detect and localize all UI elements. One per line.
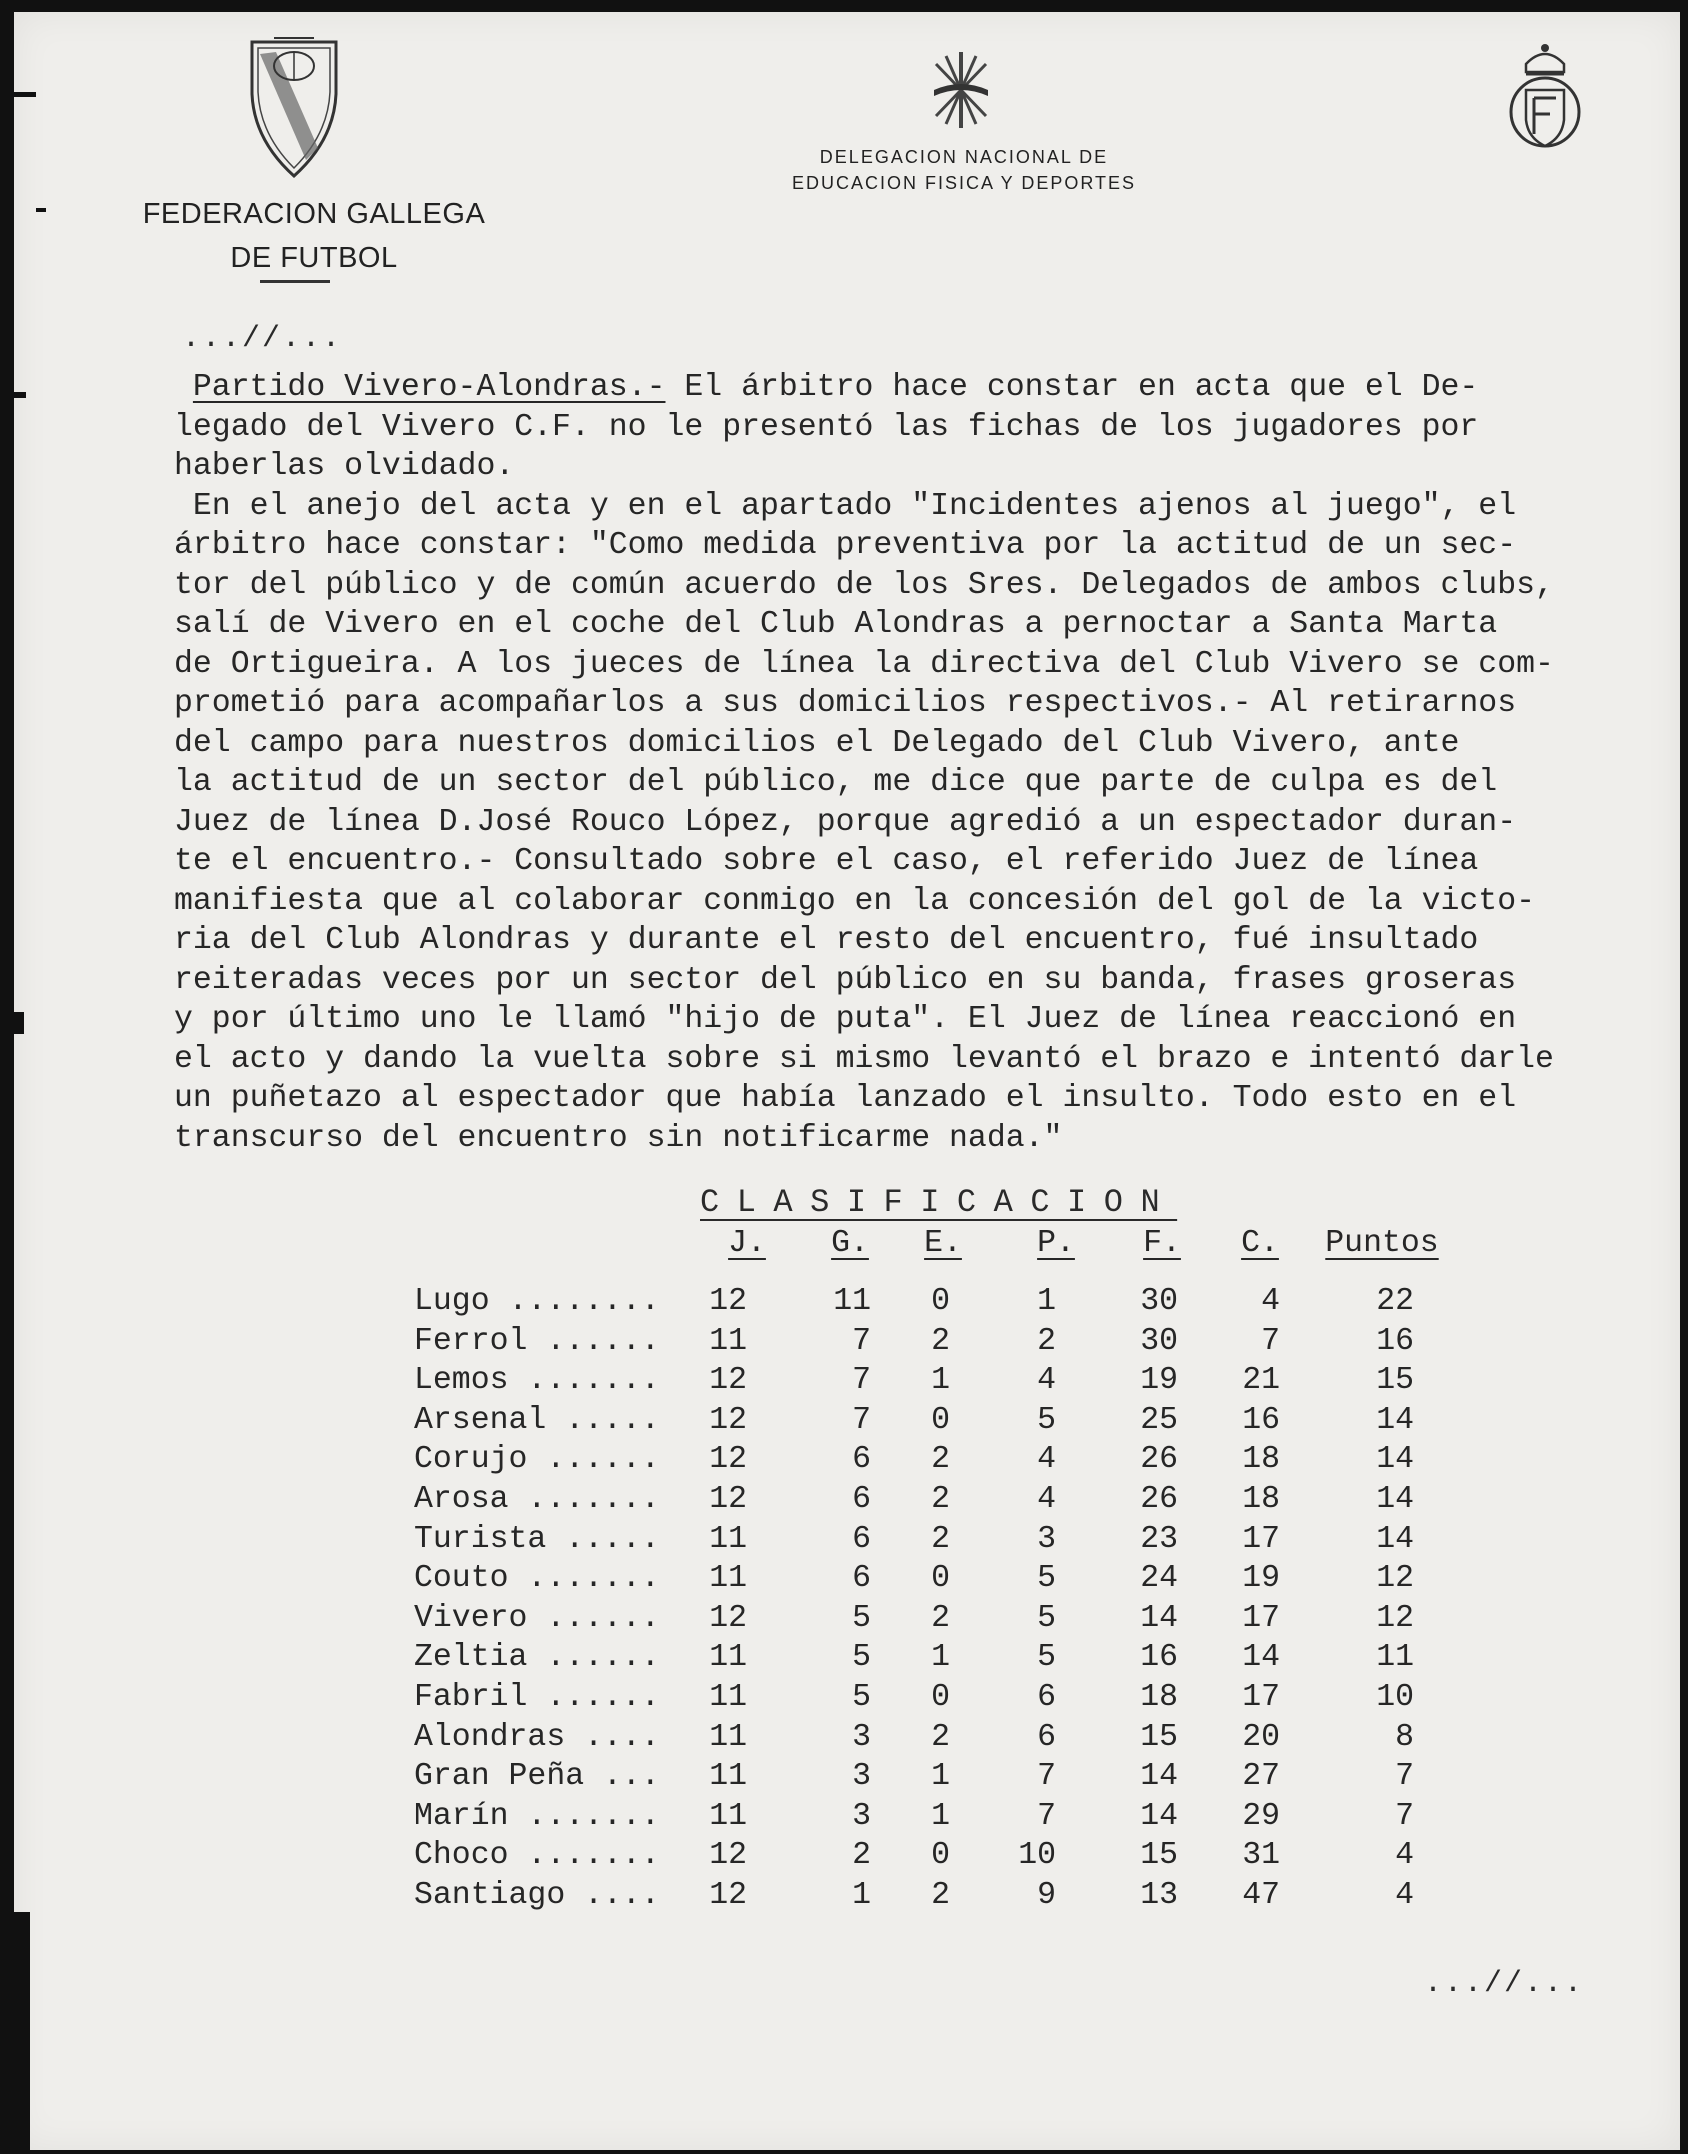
cell-e: 2 — [931, 1442, 950, 1478]
cell-j: 11 — [709, 1640, 747, 1676]
cell-p: 7 — [1037, 1798, 1056, 1834]
cell-g: 7 — [852, 1363, 871, 1399]
column-header-e: E. — [924, 1226, 962, 1261]
cell-c: 4 — [1261, 1284, 1280, 1319]
cell-e: 1 — [931, 1640, 950, 1676]
cell-f: 15 — [1140, 1719, 1178, 1755]
cell-puntos: 4 — [1395, 1878, 1414, 1913]
body-line: legado del Vivero C.F. no le presentó las fichas de los jugadores por — [174, 409, 1479, 445]
report-body — [174, 368, 1674, 1158]
cell-p: 6 — [1037, 1719, 1056, 1755]
cell-j: 12 — [709, 1482, 747, 1517]
body-line: manifiesta que al colaborar conmigo en la concesión del gol de la victo- — [174, 883, 1536, 919]
cell-c: 27 — [1242, 1759, 1280, 1795]
cell-e: 2 — [931, 1878, 950, 1913]
cell-c: 29 — [1242, 1798, 1280, 1834]
cell-f: 14 — [1140, 1759, 1178, 1795]
body-line: haberlas olvidado. — [174, 449, 515, 484]
cell-g: 3 — [852, 1798, 871, 1834]
cell-f: 14 — [1140, 1600, 1178, 1636]
team-name: Lugo ........ — [414, 1284, 660, 1319]
cell-p: 3 — [1037, 1521, 1056, 1557]
cell-p: 6 — [1037, 1680, 1056, 1715]
column-header-puntos: Puntos — [1325, 1226, 1439, 1261]
cell-e: 2 — [931, 1482, 950, 1517]
federation-line-2: DE FUTBOL — [230, 242, 398, 274]
team-name: Corujo ...... — [414, 1442, 660, 1478]
column-header-f: F. — [1143, 1226, 1181, 1261]
cell-p: 5 — [1037, 1600, 1056, 1636]
cell-e: 0 — [931, 1680, 950, 1715]
cell-puntos: 15 — [1376, 1363, 1414, 1399]
body-line-1-rest: El árbitro hace constar en acta que el De- — [665, 370, 1479, 405]
cell-g: 3 — [852, 1719, 871, 1755]
cell-f: 23 — [1140, 1521, 1178, 1557]
federation-name — [114, 192, 514, 280]
cell-c: 14 — [1242, 1640, 1280, 1676]
cell-j: 11 — [709, 1759, 747, 1795]
cell-f: 26 — [1140, 1442, 1178, 1478]
cell-puntos: 10 — [1376, 1680, 1414, 1715]
body-line: transcurso del encuentro sin notificarme nada." — [174, 1120, 1063, 1156]
cell-p: 4 — [1037, 1442, 1056, 1478]
cell-j: 11 — [709, 1323, 747, 1359]
cell-g: 7 — [852, 1402, 871, 1438]
cell-e: 2 — [931, 1521, 950, 1557]
cell-g: 5 — [852, 1600, 871, 1636]
arrows-emblem-icon — [926, 42, 996, 132]
cell-puntos: 8 — [1395, 1719, 1414, 1755]
team-name: Zeltia ...... — [414, 1640, 660, 1676]
cell-g: 1 — [852, 1878, 871, 1913]
cell-j: 11 — [709, 1521, 747, 1557]
column-header-g: G. — [831, 1226, 869, 1261]
body-line: En el anejo del acta y en el apartado "Incidentes ajenos al juego", el — [174, 488, 1517, 524]
cell-puntos: 14 — [1376, 1402, 1414, 1438]
cell-j: 11 — [709, 1680, 747, 1715]
cell-c: 17 — [1242, 1521, 1280, 1557]
cell-puntos: 16 — [1376, 1323, 1414, 1359]
body-line: te el encuentro.- Consultado sobre el caso, el referido Juez de línea — [174, 844, 1479, 879]
cell-g: 5 — [852, 1680, 871, 1715]
cell-e: 0 — [931, 1838, 950, 1874]
cell-j: 12 — [709, 1402, 747, 1438]
body-line: un puñetazo al espectador que había lanzado el insulto. Todo esto en el — [174, 1081, 1517, 1116]
body-line: y por último uno le llamó "hijo de puta". El Juez de línea reaccionó en — [174, 1002, 1517, 1037]
match-heading: Partido Vivero-Alondras.- — [192, 370, 666, 405]
cell-f: 15 — [1140, 1838, 1178, 1874]
column-header-c: C. — [1241, 1226, 1279, 1261]
column-header-p: P. — [1037, 1226, 1075, 1261]
team-name: Gran Peña ... — [414, 1759, 660, 1795]
body-line: ria del Club Alondras y durante el resto del encuentro, fué insultado — [174, 923, 1479, 958]
cell-p: 7 — [1037, 1759, 1056, 1795]
federation-shield-icon — [246, 30, 342, 180]
body-line: salí de Vivero en el coche del Club Alondras a pernoctar a Santa Marta — [174, 607, 1498, 642]
cell-f: 25 — [1140, 1402, 1178, 1438]
cell-e: 1 — [931, 1759, 950, 1795]
body-line: del campo para nuestros domicilios el Delegado del Club Vivero, ante — [174, 725, 1460, 761]
cell-puntos: 4 — [1395, 1838, 1414, 1874]
team-name: Arsenal ..... — [414, 1402, 660, 1438]
cell-c: 17 — [1242, 1600, 1280, 1636]
standings-title: CLASIFICACION — [700, 1184, 1178, 1221]
cell-g: 11 — [833, 1284, 871, 1319]
binding-mark — [14, 392, 26, 398]
cell-c: 47 — [1242, 1878, 1280, 1913]
cell-c: 17 — [1242, 1680, 1280, 1715]
cell-puntos: 11 — [1376, 1640, 1414, 1676]
cell-puntos: 12 — [1376, 1561, 1414, 1597]
team-name: Ferrol ...... — [414, 1323, 660, 1359]
cell-p: 5 — [1037, 1640, 1056, 1676]
team-name: Choco ....... — [414, 1838, 660, 1874]
cell-f: 13 — [1140, 1878, 1178, 1913]
cell-p: 2 — [1037, 1323, 1056, 1359]
cell-c: 18 — [1242, 1442, 1280, 1478]
team-name: Marín ....... — [414, 1798, 660, 1834]
cell-g: 5 — [852, 1640, 871, 1676]
cell-c: 20 — [1242, 1719, 1280, 1755]
cell-f: 26 — [1140, 1482, 1178, 1517]
cell-puntos: 7 — [1395, 1759, 1414, 1795]
binding-mark — [14, 1012, 24, 1034]
cell-g: 6 — [852, 1442, 871, 1478]
cell-c: 18 — [1242, 1482, 1280, 1517]
cell-p: 5 — [1037, 1402, 1056, 1438]
cell-f: 24 — [1140, 1561, 1178, 1597]
team-name: Arosa ....... — [414, 1482, 660, 1517]
body-line-1 — [174, 368, 1674, 408]
cell-puntos: 14 — [1376, 1521, 1414, 1557]
cell-g: 6 — [852, 1482, 871, 1517]
cell-puntos: 7 — [1395, 1798, 1414, 1834]
cell-j: 12 — [709, 1363, 747, 1399]
delegacion-line-2: EDUCACION FISICA Y DEPORTES — [791, 173, 1137, 193]
cell-c: 7 — [1261, 1323, 1280, 1359]
cell-e: 1 — [931, 1798, 950, 1834]
team-name: Couto ....... — [414, 1561, 660, 1597]
binding-mark — [14, 1912, 30, 2150]
federation-rule — [260, 280, 330, 283]
cell-e: 2 — [931, 1719, 950, 1755]
body-line: prometió para acompañarlos a sus domicilios respectivos.- Al retirarnos — [174, 686, 1517, 721]
cell-e: 1 — [931, 1363, 950, 1399]
body-line: árbitro hace constar: "Como medida preventiva por la actitud de un sec- — [174, 528, 1517, 563]
body-line: el acto y dando la vuelta sobre si mismo levantó el brazo e intentó darle — [174, 1041, 1554, 1077]
binding-mark — [36, 208, 46, 212]
team-name: Lemos ....... — [414, 1363, 660, 1399]
cell-puntos: 14 — [1376, 1482, 1414, 1517]
cell-j: 11 — [709, 1719, 747, 1755]
body-line: la actitud de un sector del público, me dice que parte de culpa es del — [174, 765, 1498, 800]
team-name: Santiago .... — [414, 1878, 660, 1913]
document-page — [14, 12, 1680, 2150]
cell-puntos: 22 — [1376, 1284, 1414, 1319]
cell-g: 6 — [852, 1521, 871, 1557]
cell-e: 2 — [931, 1600, 950, 1636]
cell-puntos: 14 — [1376, 1442, 1414, 1478]
team-name: Fabril ...... — [414, 1680, 660, 1715]
cell-e: 2 — [931, 1323, 950, 1359]
cell-c: 21 — [1242, 1363, 1280, 1399]
cell-g: 6 — [852, 1561, 871, 1597]
cell-p: 4 — [1037, 1482, 1056, 1517]
cell-p: 1 — [1037, 1284, 1056, 1319]
cell-j: 12 — [709, 1284, 747, 1319]
cell-c: 16 — [1242, 1402, 1280, 1438]
cell-g: 7 — [852, 1323, 871, 1359]
cell-puntos: 12 — [1376, 1600, 1414, 1636]
cell-p: 10 — [1018, 1838, 1056, 1874]
body-line: tor del público y de común acuerdo de los Sres. Delegados de ambos clubs, — [174, 567, 1554, 603]
team-name: Vivero ...... — [414, 1600, 660, 1636]
federation-line-1: FEDERACION GALLEGA — [142, 198, 486, 230]
delegacion-header — [714, 144, 1214, 196]
cell-f: 16 — [1140, 1640, 1178, 1676]
continuation-mark-bottom: ...//... — [1424, 1967, 1585, 2001]
cell-j: 11 — [709, 1561, 747, 1597]
body-line: reiteradas veces por un sector del público en su banda, frases groseras — [174, 962, 1517, 998]
column-header-j: J. — [728, 1226, 766, 1261]
team-name: Turista ..... — [414, 1521, 660, 1557]
cell-f: 14 — [1140, 1798, 1178, 1834]
cell-f: 30 — [1140, 1284, 1178, 1319]
team-name: Alondras .... — [414, 1719, 660, 1755]
binding-mark — [14, 92, 36, 97]
cell-p: 4 — [1037, 1363, 1056, 1399]
royal-crest-icon — [1504, 34, 1586, 156]
cell-f: 19 — [1140, 1363, 1178, 1399]
cell-g: 3 — [852, 1759, 871, 1795]
cell-e: 0 — [931, 1284, 950, 1319]
cell-p: 5 — [1037, 1561, 1056, 1597]
cell-g: 2 — [852, 1838, 871, 1874]
cell-p: 9 — [1037, 1878, 1056, 1913]
cell-j: 12 — [709, 1600, 747, 1636]
cell-c: 19 — [1242, 1561, 1280, 1597]
cell-j: 12 — [709, 1838, 747, 1874]
cell-j: 12 — [709, 1442, 747, 1478]
cell-c: 31 — [1242, 1838, 1280, 1874]
cell-e: 0 — [931, 1561, 950, 1597]
cell-f: 30 — [1140, 1323, 1178, 1359]
body-line: de Ortigueira. A los jueces de línea la directiva del Club Vivero se com- — [174, 646, 1554, 682]
cell-e: 0 — [931, 1402, 950, 1438]
cell-j: 12 — [709, 1878, 747, 1913]
cell-f: 18 — [1140, 1680, 1178, 1715]
continuation-mark-top: ...//... — [182, 322, 343, 356]
cell-j: 11 — [709, 1798, 747, 1834]
delegacion-line-1: DELEGACION NACIONAL DE — [819, 147, 1109, 167]
body-line: Juez de línea D.José Rouco López, porque agredió a un espectador duran- — [174, 804, 1517, 840]
